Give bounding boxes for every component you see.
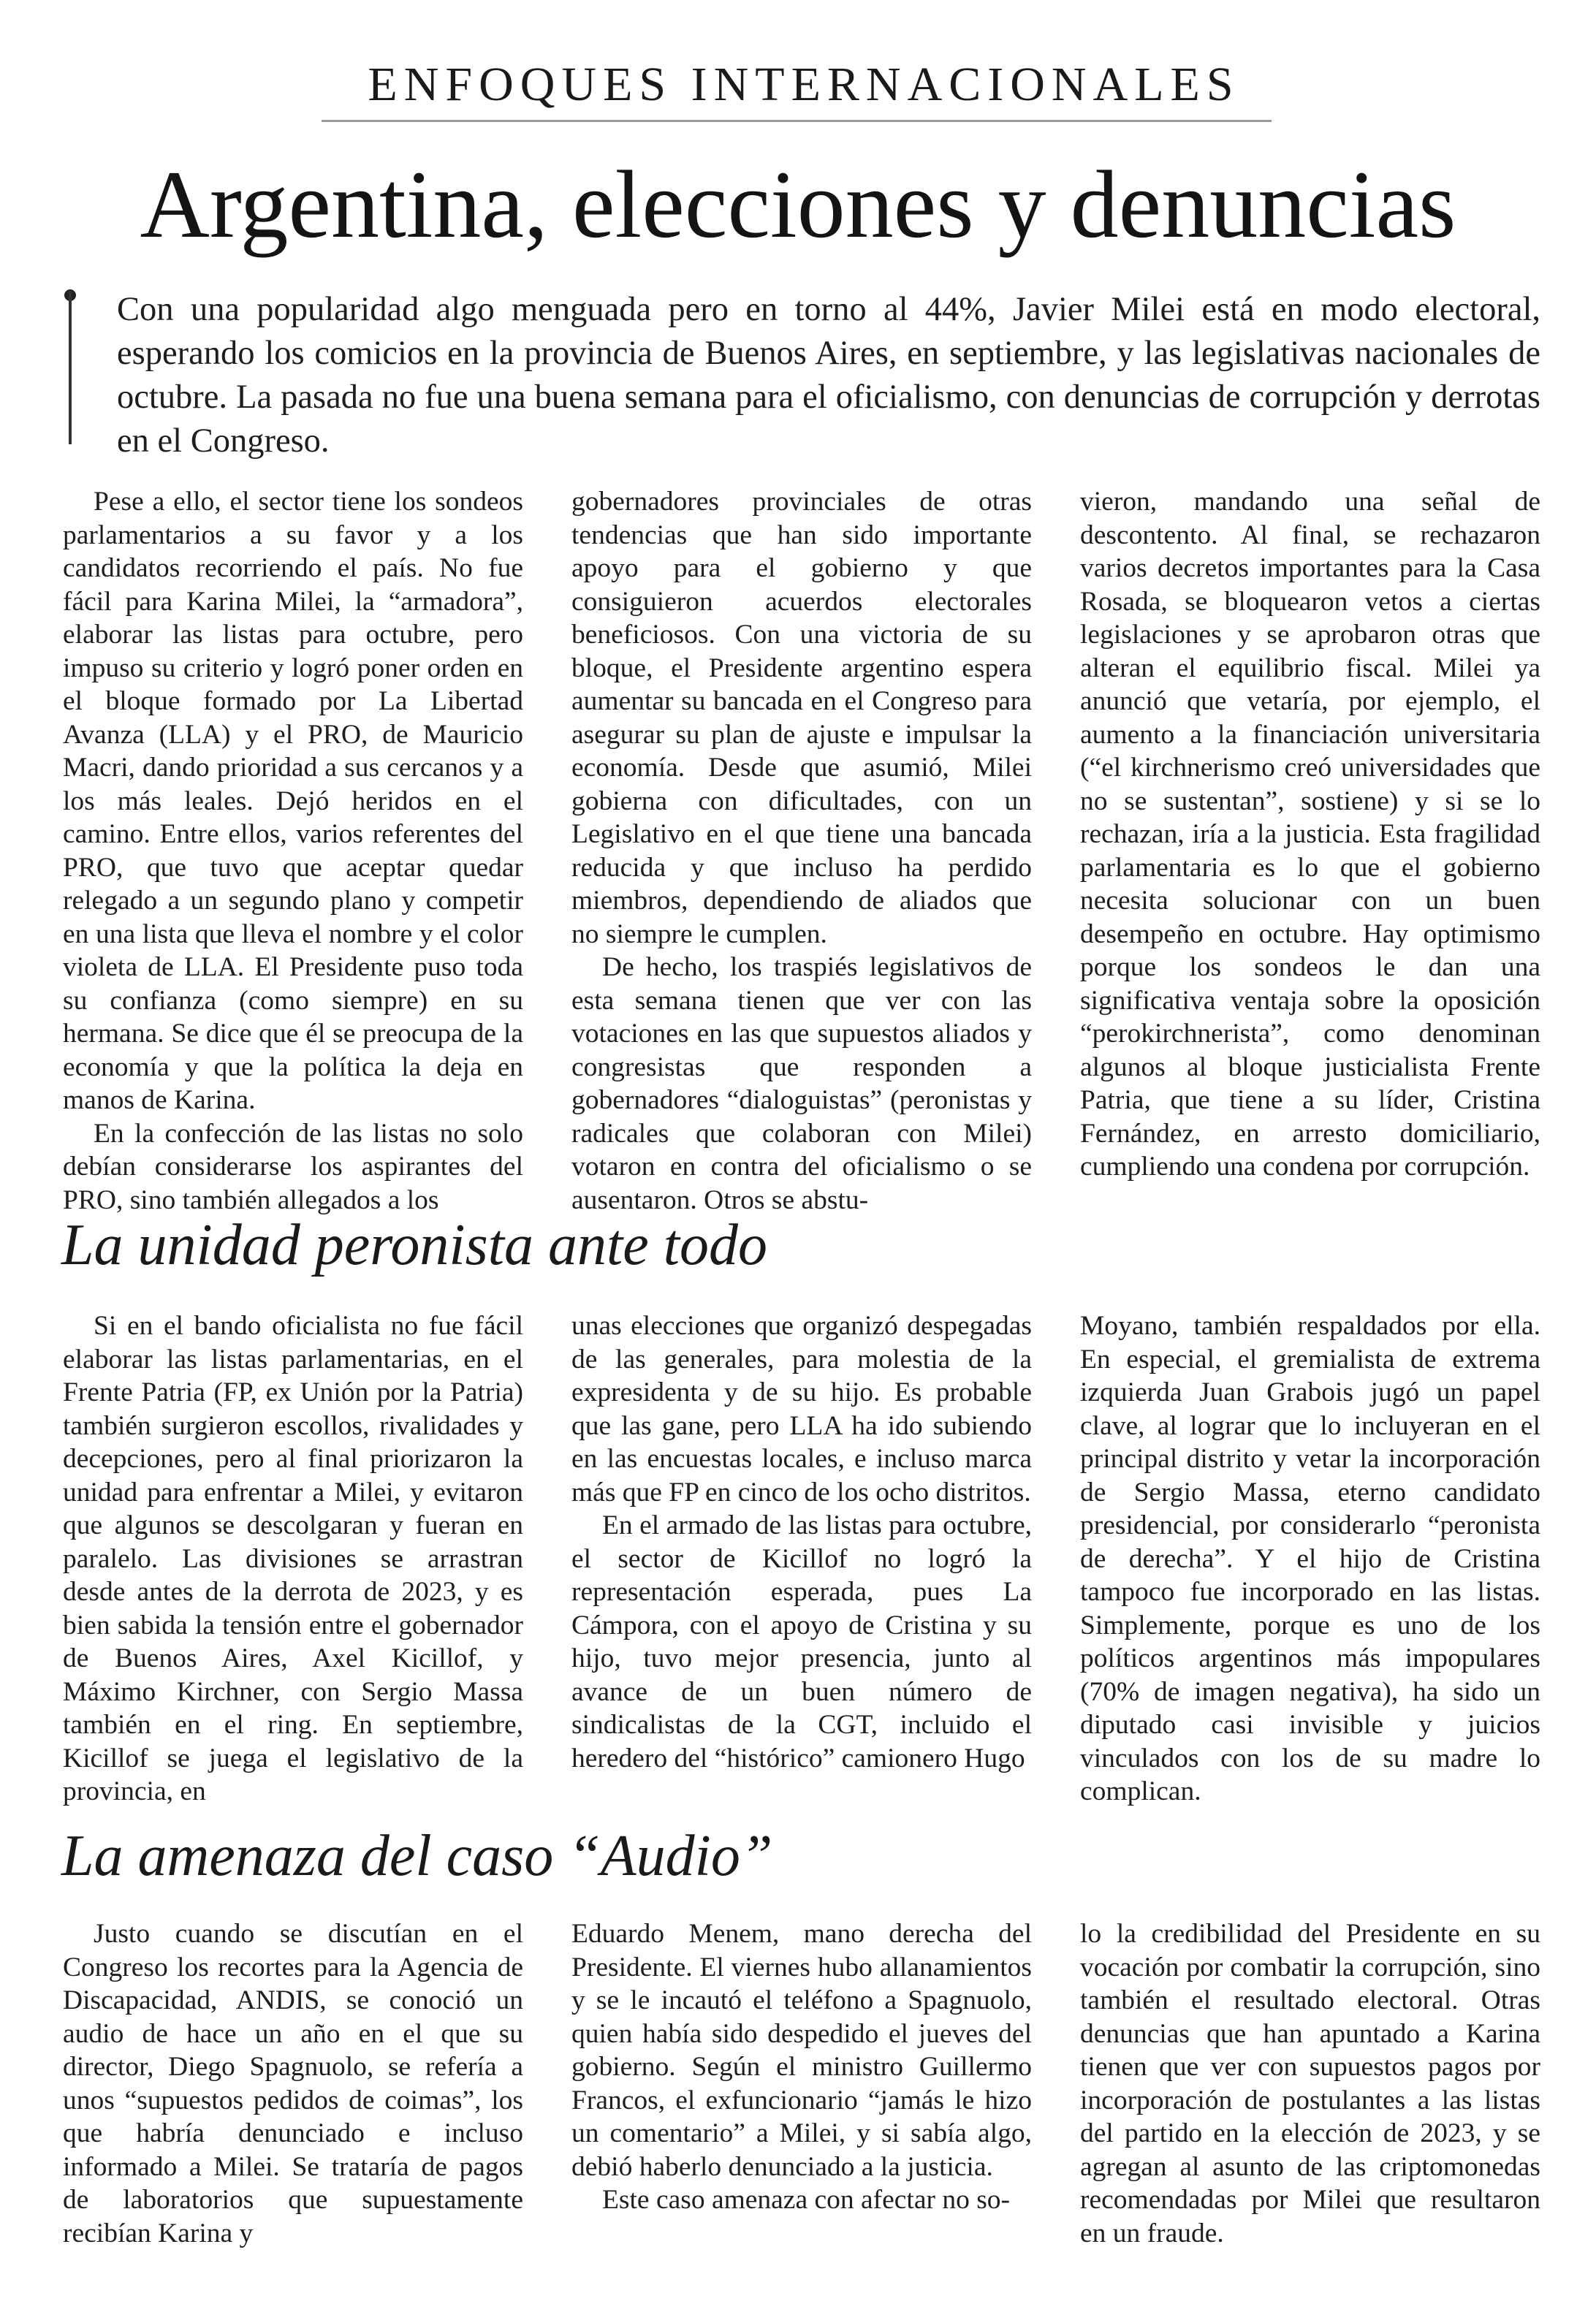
body-column-1 <box>63 1917 523 2250</box>
paragraph: Eduardo Menem, mano derecha del Presidente. El viernes hubo allanamientos y se le incautó el teléfono a Spagnuolo, quien había sido despedido el jueves del gobierno. Según el ministro Guillermo Francos, el exfuncionario “jamás le hizo un comentario” a Milei, y si sabía algo, debió haberlo denunciado a la justicia. <box>571 1919 1032 2182</box>
paragraph: lo la credibilidad del Presidente en su vocación por combatir la corrupción, sino también el resultado electoral. Otras denuncias que han apuntado a Karina tienen que ver con supuestos pagos por incorporación de postulantes a las listas del partido en la elección de 2023, y se agregan al asunto de las criptomonedas recomendadas por Milei que resultaron en un fraude. <box>1080 1919 1540 2248</box>
body-column-2 <box>571 485 1032 1217</box>
paragraph: Moyano, también respaldados por ella. En especial, el gremialista de extrema izquierda Juan Grabois jugó un papel clave, al lograr que lo incluyeran en el principal distrito y vetar la incorporación de Sergio Massa, eterno candidato presidencial, por considerarlo “peronista de derecha”. Y el hijo de Cristina tampoco fue incorporado en las listas. Simplemente, porque es uno de los políticos argentinos más impopulares (70% de imagen negativa), ha sido un diputado casi invisible y juicios vinculados con los de su madre lo complican. <box>1080 1311 1540 1806</box>
paragraph: En el armado de las listas para octubre, el sector de Kicillof no logró la representación esperada, pues La Cámpora, con el apoyo de Cristina y su hijo, tuvo mejor presencia, junto al avance de un buen número de sindicalistas de la CGT, incluido el heredero del “histórico” camionero Hugo <box>571 1510 1032 1773</box>
article-lead: Con una popularidad algo menguada pero en torno al 44%, Javier Milei está en modo electoral, esperando los comicios en la provincia de Buenos Aires, en septiembre, y las legislativas nacionales de octubre. La pasada no fue una buena semana para el oficialismo, con denuncias de corrupción y derrotas en el Congreso. <box>117 291 1540 460</box>
article-headline: Argentina, elecciones y denuncias <box>140 151 1456 258</box>
paragraph: gobernadores provinciales de otras tendencias que han sido importante apoyo para el gobierno y que consiguieron acuerdos electorales beneficiosos. Con una victoria de su bloque, el Presidente argentino espera aumentar su bancada en el Congreso para asegurar su plan de ajuste e impulsar la economía. Desde que asumió, Milei gobierna con dificultades, con un Legislativo en el que tiene una bancada reducida y que incluso ha perdido miembros, dependiendo de aliados que no siempre le cumplen. <box>571 487 1032 949</box>
body-column-1 <box>63 1309 523 1809</box>
paragraph: En la confección de las listas no solo debían considerarse los aspirantes del PRO, sino también allegados a los <box>63 1118 523 1215</box>
header-divider <box>322 120 1272 122</box>
subheading-peronist-unity: La unidad peronista ante todo <box>61 1213 767 1277</box>
paragraph: Este caso amenaza con afectar no so- <box>602 2185 1011 2215</box>
body-column-2 <box>571 1309 1032 1775</box>
subheading-audio-case: La amenaza del caso “Audio” <box>61 1824 773 1888</box>
body-column-3 <box>1080 485 1540 1184</box>
body-column-3 <box>1080 1917 1540 2250</box>
paragraph: unas elecciones que organizó despegadas de las generales, para molestia de la expresidenta y de su hijo. Es probable que las gane, pero LLA ha ido subiendo en las encuestas locales, e incluso marca más que FP en cinco de los ocho distritos. <box>571 1311 1032 1507</box>
body-column-3 <box>1080 1309 1540 1809</box>
paragraph: De hecho, los traspiés legislativos de esta semana tienen que ver con las votaciones en las que supuestos aliados y congresistas que responden a gobernadores “dialoguistas” (peronistas y radicales que colaboran con Milei) votaron en contra del oficialismo o se ausentaron. Otros se abstu- <box>571 952 1032 1215</box>
section-header: ENFOQUES INTERNACIONALES <box>368 58 1240 111</box>
lead-marker-bar <box>69 291 72 444</box>
paragraph: Justo cuando se discutían en el Congreso los recortes para la Agencia de Discapacidad, ANDIS, se conoció un audio de hace un año en el que su director, Diego Spagnuolo, se refería a unos “supuestos pedidos de coimas”, los que habría denunciado e incluso informado a Milei. Se trataría de pagos de laboratorios que supuestamente recibían Karina y <box>63 1919 523 2248</box>
paragraph: Pese a ello, el sector tiene los sondeos parlamentarios a su favor y a los candidatos recorriendo el país. No fue fácil para Karina Milei, la “armadora”, elaborar las listas para octubre, pero impuso su criterio y logró poner orden en el bloque formado por La Libertad Avanza (LLA) y el PRO, de Mauricio Macri, dando prioridad a sus cercanos y a los más leales. Dejó heridos en el camino. Entre ellos, varios referentes del PRO, que tuvo que aceptar quedar relegado a un segundo plano y competir en una lista que lleva el nombre y el color violeta de LLA. El Presidente puso toda su confianza (como siempre) en su hermana. Se dice que él se preocupa de la economía y que la política la deja en manos de Karina. <box>63 487 523 1115</box>
paragraph: Si en el bando oficialista no fue fácil elaborar las listas parlamentarias, en el Frente Patria (FP, ex Unión por la Patria) también surgieron escollos, rivalidades y decepciones, pero al final priorizaron la unidad para enfrentar a Milei, y evitaron que algunos se descolgaran y fueran en paralelo. Las divisiones se arrastran desde antes de la derrota de 2023, y es bien sabida la tensión entre el gobernador de Buenos Aires, Axel Kicillof, y Máximo Kirchner, con Sergio Massa también en el ring. En septiembre, Kicillof se juega el legislativo de la provincia, en <box>63 1311 523 1806</box>
paragraph: vieron, mandando una señal de descontento. Al final, se rechazaron varios decretos importantes para la Casa Rosada, se bloquearon vetos a ciertas legislaciones y se aprobaron otras que alteran el equilibrio fiscal. Milei ya anunció que vetaría, por ejemplo, el aumento a la financiación universitaria (“el kirchnerismo creó universidades que no se sustentan”, sostiene) y si se lo rechazan, iría a la justicia. Esta fragilidad parlamentaria es lo que el gobierno necesita solucionar con un buen desempeño en octubre. Hay optimismo porque los sondeos le dan una significativa ventaja sobre la oposición “perokirchnerista”, como denominan algunos al bloque justicialista Frente Patria, que tiene a su líder, Cristina Fernández, en arresto domiciliario, cumpliendo una condena por corrupción. <box>1080 487 1540 1182</box>
body-column-1 <box>63 485 523 1217</box>
body-column-2 <box>571 1917 1032 2217</box>
